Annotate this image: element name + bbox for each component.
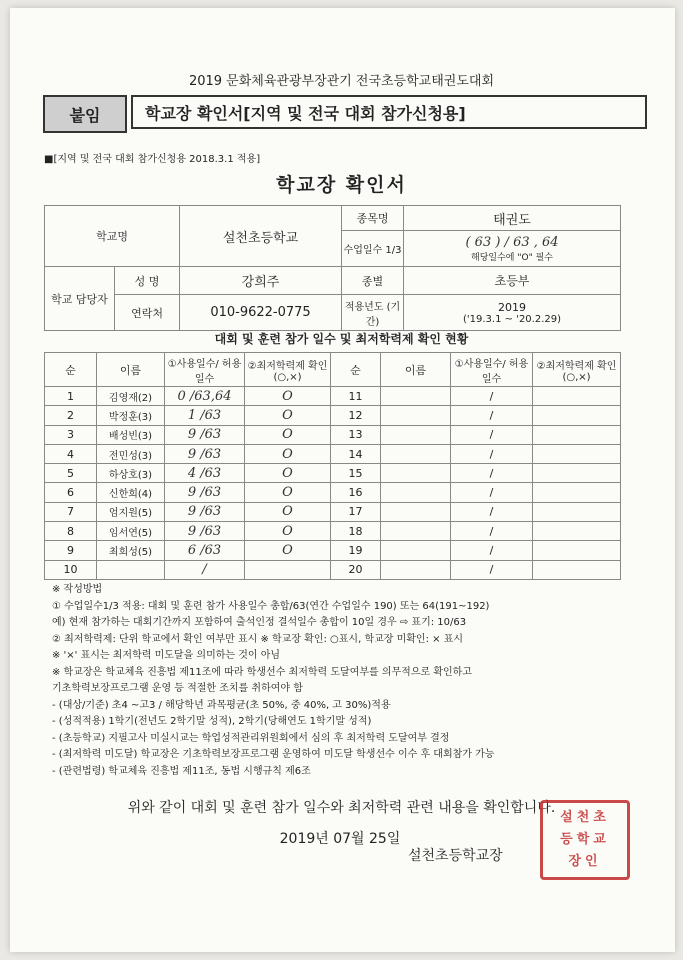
col-name-right: 이름 [381,353,451,387]
student-name: 전민성(3) [97,444,165,463]
seal-text: 설천초등학교장인 [560,810,610,869]
student-check: O [245,541,331,560]
student-name [97,560,165,579]
student-days-right: / [451,425,533,444]
year-value: 2019 [498,300,527,314]
instruction-line: - (대상/기준) 초4 ~고3 / 해당학년 과목평균(초 50%, 중 40%, 고 30%)적용 [52,699,391,711]
school-label: 학교명 [45,206,180,267]
student-no: 10 [45,560,97,579]
student-days: 9 /63 [165,502,245,521]
student-name: 신한희(4) [97,483,165,502]
student-days-right: / [451,560,533,579]
student-name-right [381,560,451,579]
student-days: 9 /63 [165,522,245,541]
student-days-right: / [451,483,533,502]
student-name: 박정훈(3) [97,406,165,425]
student-check-right [533,464,621,483]
form-note: ■[지역 및 전국 대회 참가신청용 2018.3.1 적용] [44,154,261,165]
student-row [45,502,621,521]
student-no-right: 12 [331,406,381,425]
attachment-title: 학교장 확인서[지역 및 전국 대회 참가신청용] [131,95,647,129]
student-name: 김영재(2) [97,387,165,406]
year-label: 적용년도 (기간) [342,295,404,331]
student-no-right: 18 [331,522,381,541]
student-days-right: / [451,387,533,406]
student-name: 엄지원(5) [97,502,165,521]
student-no: 2 [45,406,97,425]
student-no: 4 [45,444,97,463]
student-row [45,387,621,406]
student-days: / [165,560,245,579]
student-days: 4 /63 [165,464,245,483]
student-check: O [245,406,331,425]
student-row [45,444,621,463]
col-no-right: 순 [331,353,381,387]
instruction-line: 기초학력보장프로그램 운영 등 적절한 조치를 취하여야 함 [52,683,303,694]
student-days: 1 /63 [165,406,245,425]
student-days: 9 /63 [165,425,245,444]
student-check: O [245,502,331,521]
student-no: 3 [45,425,97,444]
sport-label: 종목명 [342,206,404,231]
col-name: 이름 [97,353,165,387]
event-header: 2019 문화체육관광부장관기 전국초등학교태권도대회 [188,74,495,89]
student-name-right [381,444,451,463]
info-table [44,205,621,331]
student-row [45,406,621,425]
days-label: 수업일수 1/3 [342,231,404,267]
instructions [52,582,652,780]
student-name-right [381,387,451,406]
student-check-right [533,541,621,560]
phone-value: 010-9622-0775 [180,295,342,331]
year-cell [404,295,621,331]
student-days-right: / [451,444,533,463]
student-days-right: / [451,522,533,541]
student-no: 5 [45,464,97,483]
sport-value: 태권도 [404,206,621,231]
division-value: 초등부 [404,267,621,295]
student-check: O [245,483,331,502]
student-no: 9 [45,541,97,560]
student-check-right [533,522,621,541]
student-check-right [533,483,621,502]
student-days-right: / [451,502,533,521]
school-seal [540,800,630,880]
student-no-right: 20 [331,560,381,579]
student-check-right [533,387,621,406]
student-days-right: / [451,464,533,483]
period-value: ('19.3.1 ~ '20.2.29) [463,313,562,325]
student-check: O [245,387,331,406]
student-name-right [381,502,451,521]
date-text: 2019년 07월 25일 [279,831,401,847]
student-no: 7 [45,502,97,521]
student-no-right: 16 [331,483,381,502]
student-row [45,560,621,579]
student-name-right [381,425,451,444]
student-no: 1 [45,387,97,406]
student-name-right [381,541,451,560]
days-cell [404,231,621,267]
school-name: 설천초등학교 [180,206,342,267]
days-note: 해당일수에 "O" 필수 [471,252,553,263]
student-days: 9 /63 [165,444,245,463]
student-name: 하상호(3) [97,464,165,483]
status-title: 대회 및 훈련 참가 일수 및 최저학력제 확인 현황 [214,332,469,346]
col-check-right: ②최저학력제 확인(○,×) [533,353,621,387]
student-name-right [381,483,451,502]
signer-name: 설천초등학교장 [408,848,503,864]
instruction-line: - (성적적용) 1학기(전년도 2학기말 성적), 2학기(당해연도 1학기말 성적) [52,716,372,727]
col-no: 순 [45,353,97,387]
student-check-right [533,425,621,444]
student-name: 임서연(5) [97,522,165,541]
col-check: ②최저학력제 확인(○,×) [245,353,331,387]
page-title: 학교장 확인서 [276,174,407,196]
student-name-right [381,522,451,541]
student-check: O [245,444,331,463]
student-check-right [533,406,621,425]
student-check-right [533,444,621,463]
students-header-row [45,353,621,387]
student-no-right: 13 [331,425,381,444]
student-row [45,425,621,444]
student-check: O [245,464,331,483]
student-no: 8 [45,522,97,541]
col-days-right: ①사용일수/ 허용일수 [451,353,533,387]
instruction-line: - (최저학력 미도달) 학교장은 기초학력보장프로그램 운영하여 미도달 학생선수 이수 후 대회참가 가능 [52,749,495,760]
officer-name: 강희주 [180,267,342,295]
name-label: 성 명 [115,267,180,295]
division-label: 종별 [342,267,404,295]
confirm-statement: 위와 같이 대회 및 훈련 참가 일수와 최저학력 관련 내용을 확인합니다. [127,800,556,816]
instruction-line: - (초등학교) 지필고사 미실시교는 학업성적관리위원회에서 심의 후 최저학력 도달여부 결정 [52,732,450,744]
days-value: ( 63 ) / 63 , 64 [465,234,559,250]
student-no: 6 [45,483,97,502]
student-check-right [533,560,621,579]
student-name: 배성빈(3) [97,425,165,444]
student-row [45,541,621,560]
student-days-right: / [451,406,533,425]
student-row [45,483,621,502]
student-check [245,560,331,579]
student-days-right: / [451,541,533,560]
student-days: 6 /63 [165,541,245,560]
student-name: 최희성(5) [97,541,165,560]
instruction-line: - (관련법령) 학교체육 진흥법 제11조, 동법 시행규칙 제6조 [52,765,311,777]
student-no-right: 14 [331,444,381,463]
officer-label: 학교 담당자 [45,267,115,331]
student-days: 9 /63 [165,483,245,502]
student-name-right [381,464,451,483]
instruction-line: ※ '×' 표시는 최저학력 미도달을 의미하는 것이 아님 [52,650,281,661]
student-name-right [381,406,451,425]
student-no-right: 19 [331,541,381,560]
student-row [45,522,621,541]
instruction-line: ② 최저학력제: 단위 학교에서 확인 여부만 표시 ※ 학교장 확인: ○표시, 학교장 미확인: × 표시 [52,633,464,645]
student-check: O [245,425,331,444]
instruction-line: 예) 현재 참가하는 대회기간까지 포함하여 출석인정 결석일수 총합이 10일 경우 ⇨ 표기: 10/63 [52,617,467,628]
student-days: 0 /63,64 [165,387,245,406]
col-days: ①사용일수/ 허용일수 [165,353,245,387]
student-no-right: 15 [331,464,381,483]
student-no-right: 17 [331,502,381,521]
attachment-tag: 붙임 [43,95,127,133]
student-row [45,464,621,483]
instruction-line: ※ 학교장은 학교체육 진흥법 제11조에 따라 학생선수 최저학력 도달여부를 의무적으로 확인하고 [52,666,472,678]
student-check: O [245,522,331,541]
contact-label: 연락처 [115,295,180,331]
instruction-line: ① 수업일수1/3 적용: 대회 및 훈련 참가 사용일수 총합/63(연간 수업일수 190) 또는 64(191~192) [52,600,490,612]
students-table [44,352,621,580]
student-no-right: 11 [331,387,381,406]
student-check-right [533,502,621,521]
instruction-line: ※ 작성방법 [52,584,103,595]
